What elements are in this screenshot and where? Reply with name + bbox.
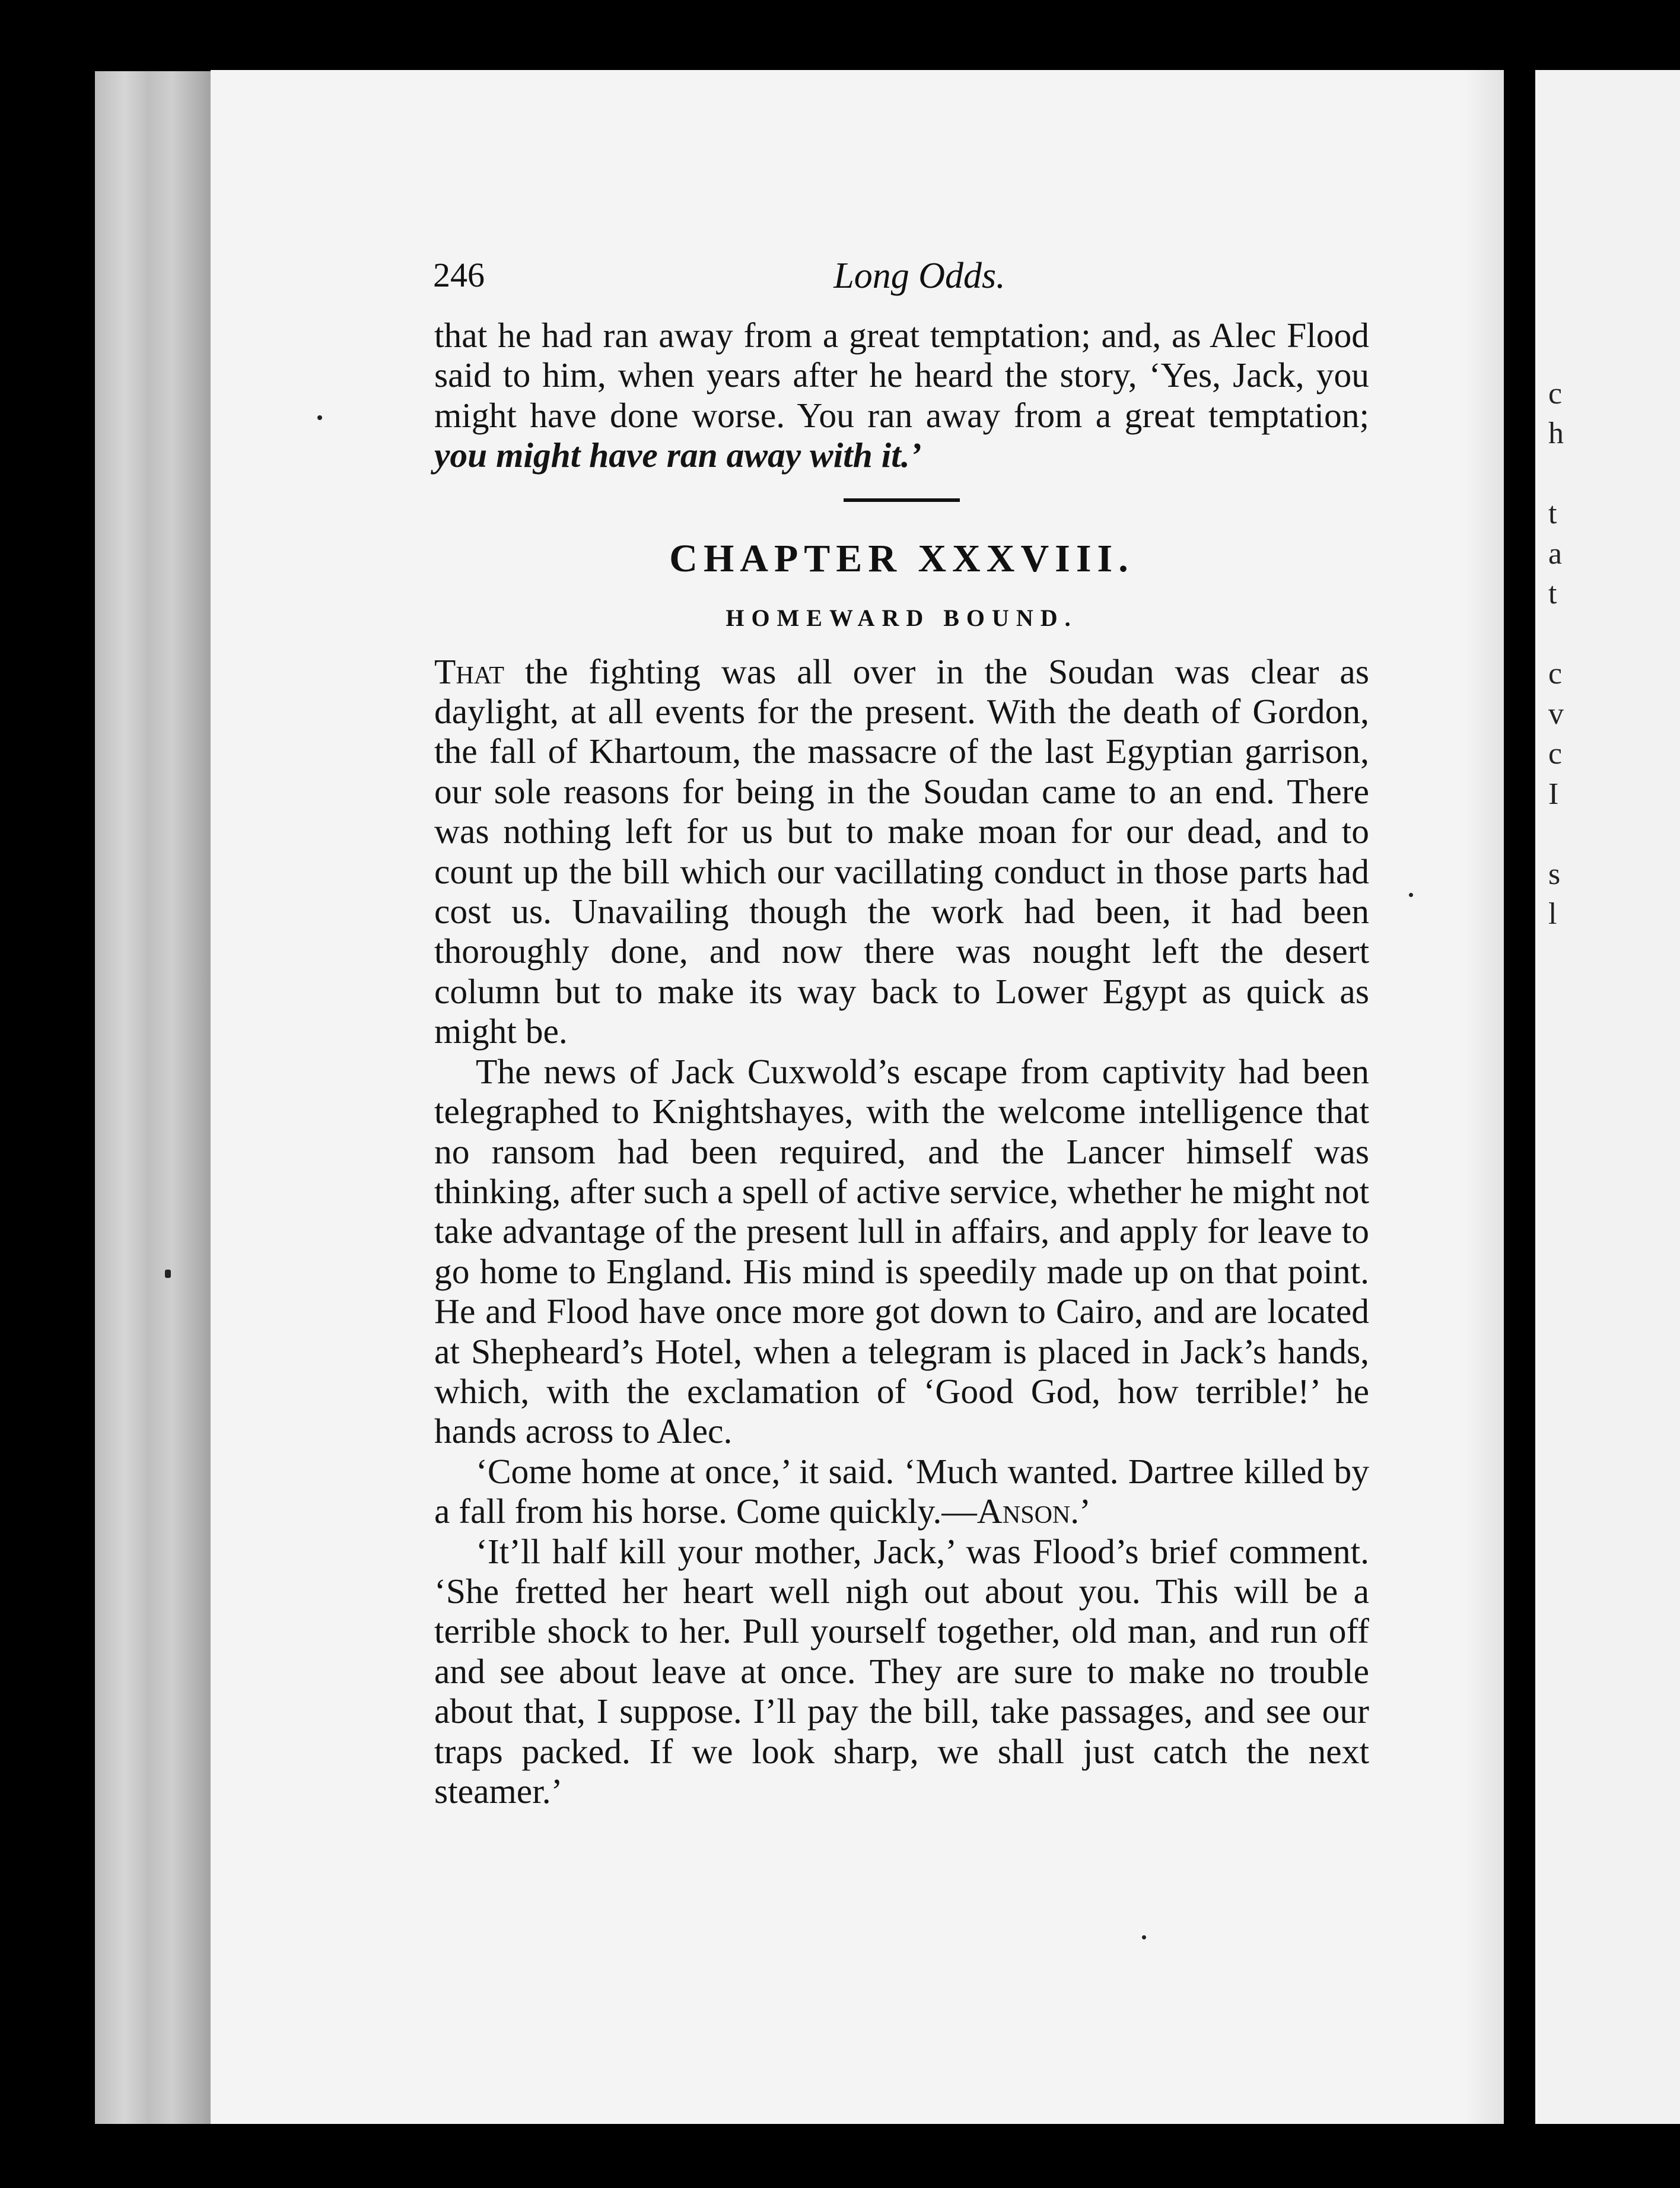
section-rule <box>844 498 960 502</box>
facing-page <box>1535 70 1680 2124</box>
facing-page-letter: h <box>1548 416 1564 450</box>
print-speck <box>165 1270 171 1278</box>
text-block <box>434 316 1369 1811</box>
page-edges <box>95 71 214 2124</box>
paragraph-text: the fighting was all over in the Soudan was clear as daylight, at all events for the present. With the death of Gordon, the fall of Khartoum, the massacre of the last Egyptian garrison, our sole reasons for being in the Soudan came to an end. There was nothing left for us but to make moan for our dead, and to count up the bill which our vacillating conduct in those parts had cost us. Unavailing though the work had been, it had been thoroughly done, and now there was nought left the desert column but to make its way back to Lower Egypt as quick as might be. <box>434 651 1369 1051</box>
paragraph <box>434 1452 1369 1532</box>
opening-text: that he had ran away from a great temptation; and, as Alec Flood said to him, when years after he heard the story, ‘Yes, Jack, you might have done worse. You ran away from a great temptation; <box>434 316 1369 435</box>
facing-page-letter: c <box>1548 377 1563 411</box>
running-head <box>433 255 1370 303</box>
telegram-signature: Anson <box>976 1491 1071 1531</box>
print-speck <box>1142 1935 1146 1939</box>
paragraph: The news of Jack Cuxwold’s escape from captivity had been telegraphed to Knightshayes, with the welcome intelligence that no ransom had been required, and the Lancer himself was thinking, after such a spell of active service, whether he might not take advantage of the present lull in affairs, and apply for leave to go home to England. His mind is speedily made up on that point. He and Flood have once more got down to Cairo, and are located at Shepheard’s Hotel, when a telegram is placed in Jack’s hands, which, with the exclamation of ‘Good God, how terrible!’ he hands across to Alec. <box>434 1051 1369 1451</box>
facing-page-letter: I <box>1548 777 1559 811</box>
facing-page-letter: c <box>1548 657 1563 691</box>
page-number: 246 <box>433 256 485 294</box>
running-title: Long Odds. <box>833 256 1006 296</box>
paragraph: ‘It’ll half kill your mother, Jack,’ was Flood’s brief comment. ‘She fretted her heart well nigh out about you. This will be a terrible shock to her. Pull yourself together, old man, and run off and see about leave at once. They are sure to make no trouble about that, I suppose. I’ll pay the bill, take passages, and see our traps packed. If we look sharp, we shall just catch the next steamer.’ <box>434 1531 1369 1811</box>
facing-page-letter: s <box>1548 857 1561 891</box>
facing-page-letter: c <box>1548 737 1563 771</box>
gutter-shadow <box>1465 70 1507 2124</box>
print-speck <box>1409 893 1413 897</box>
opening-paragraph <box>434 316 1369 476</box>
facing-page-letter: v <box>1548 697 1564 731</box>
facing-page-letter: a <box>1548 537 1563 571</box>
chapter-heading: CHAPTER XXXVIII. <box>669 536 1134 580</box>
telegram-text: ‘Come home at once,’ it said. ‘Much wanted. Dartree killed by a fall from his horse. Come quickly.— <box>434 1451 1369 1531</box>
opening-italic-ending: you might have ran away with it.’ <box>434 435 922 475</box>
paragraph <box>434 652 1369 1052</box>
chapter-title: HOMEWARD BOUND. <box>726 604 1078 631</box>
facing-page-letter: t <box>1548 577 1557 610</box>
telegram-close: .’ <box>1070 1491 1091 1531</box>
facing-page-letter: l <box>1548 897 1557 931</box>
facing-page-letter: t <box>1548 497 1557 530</box>
opening-word: That <box>434 651 505 691</box>
print-speck <box>317 415 322 420</box>
